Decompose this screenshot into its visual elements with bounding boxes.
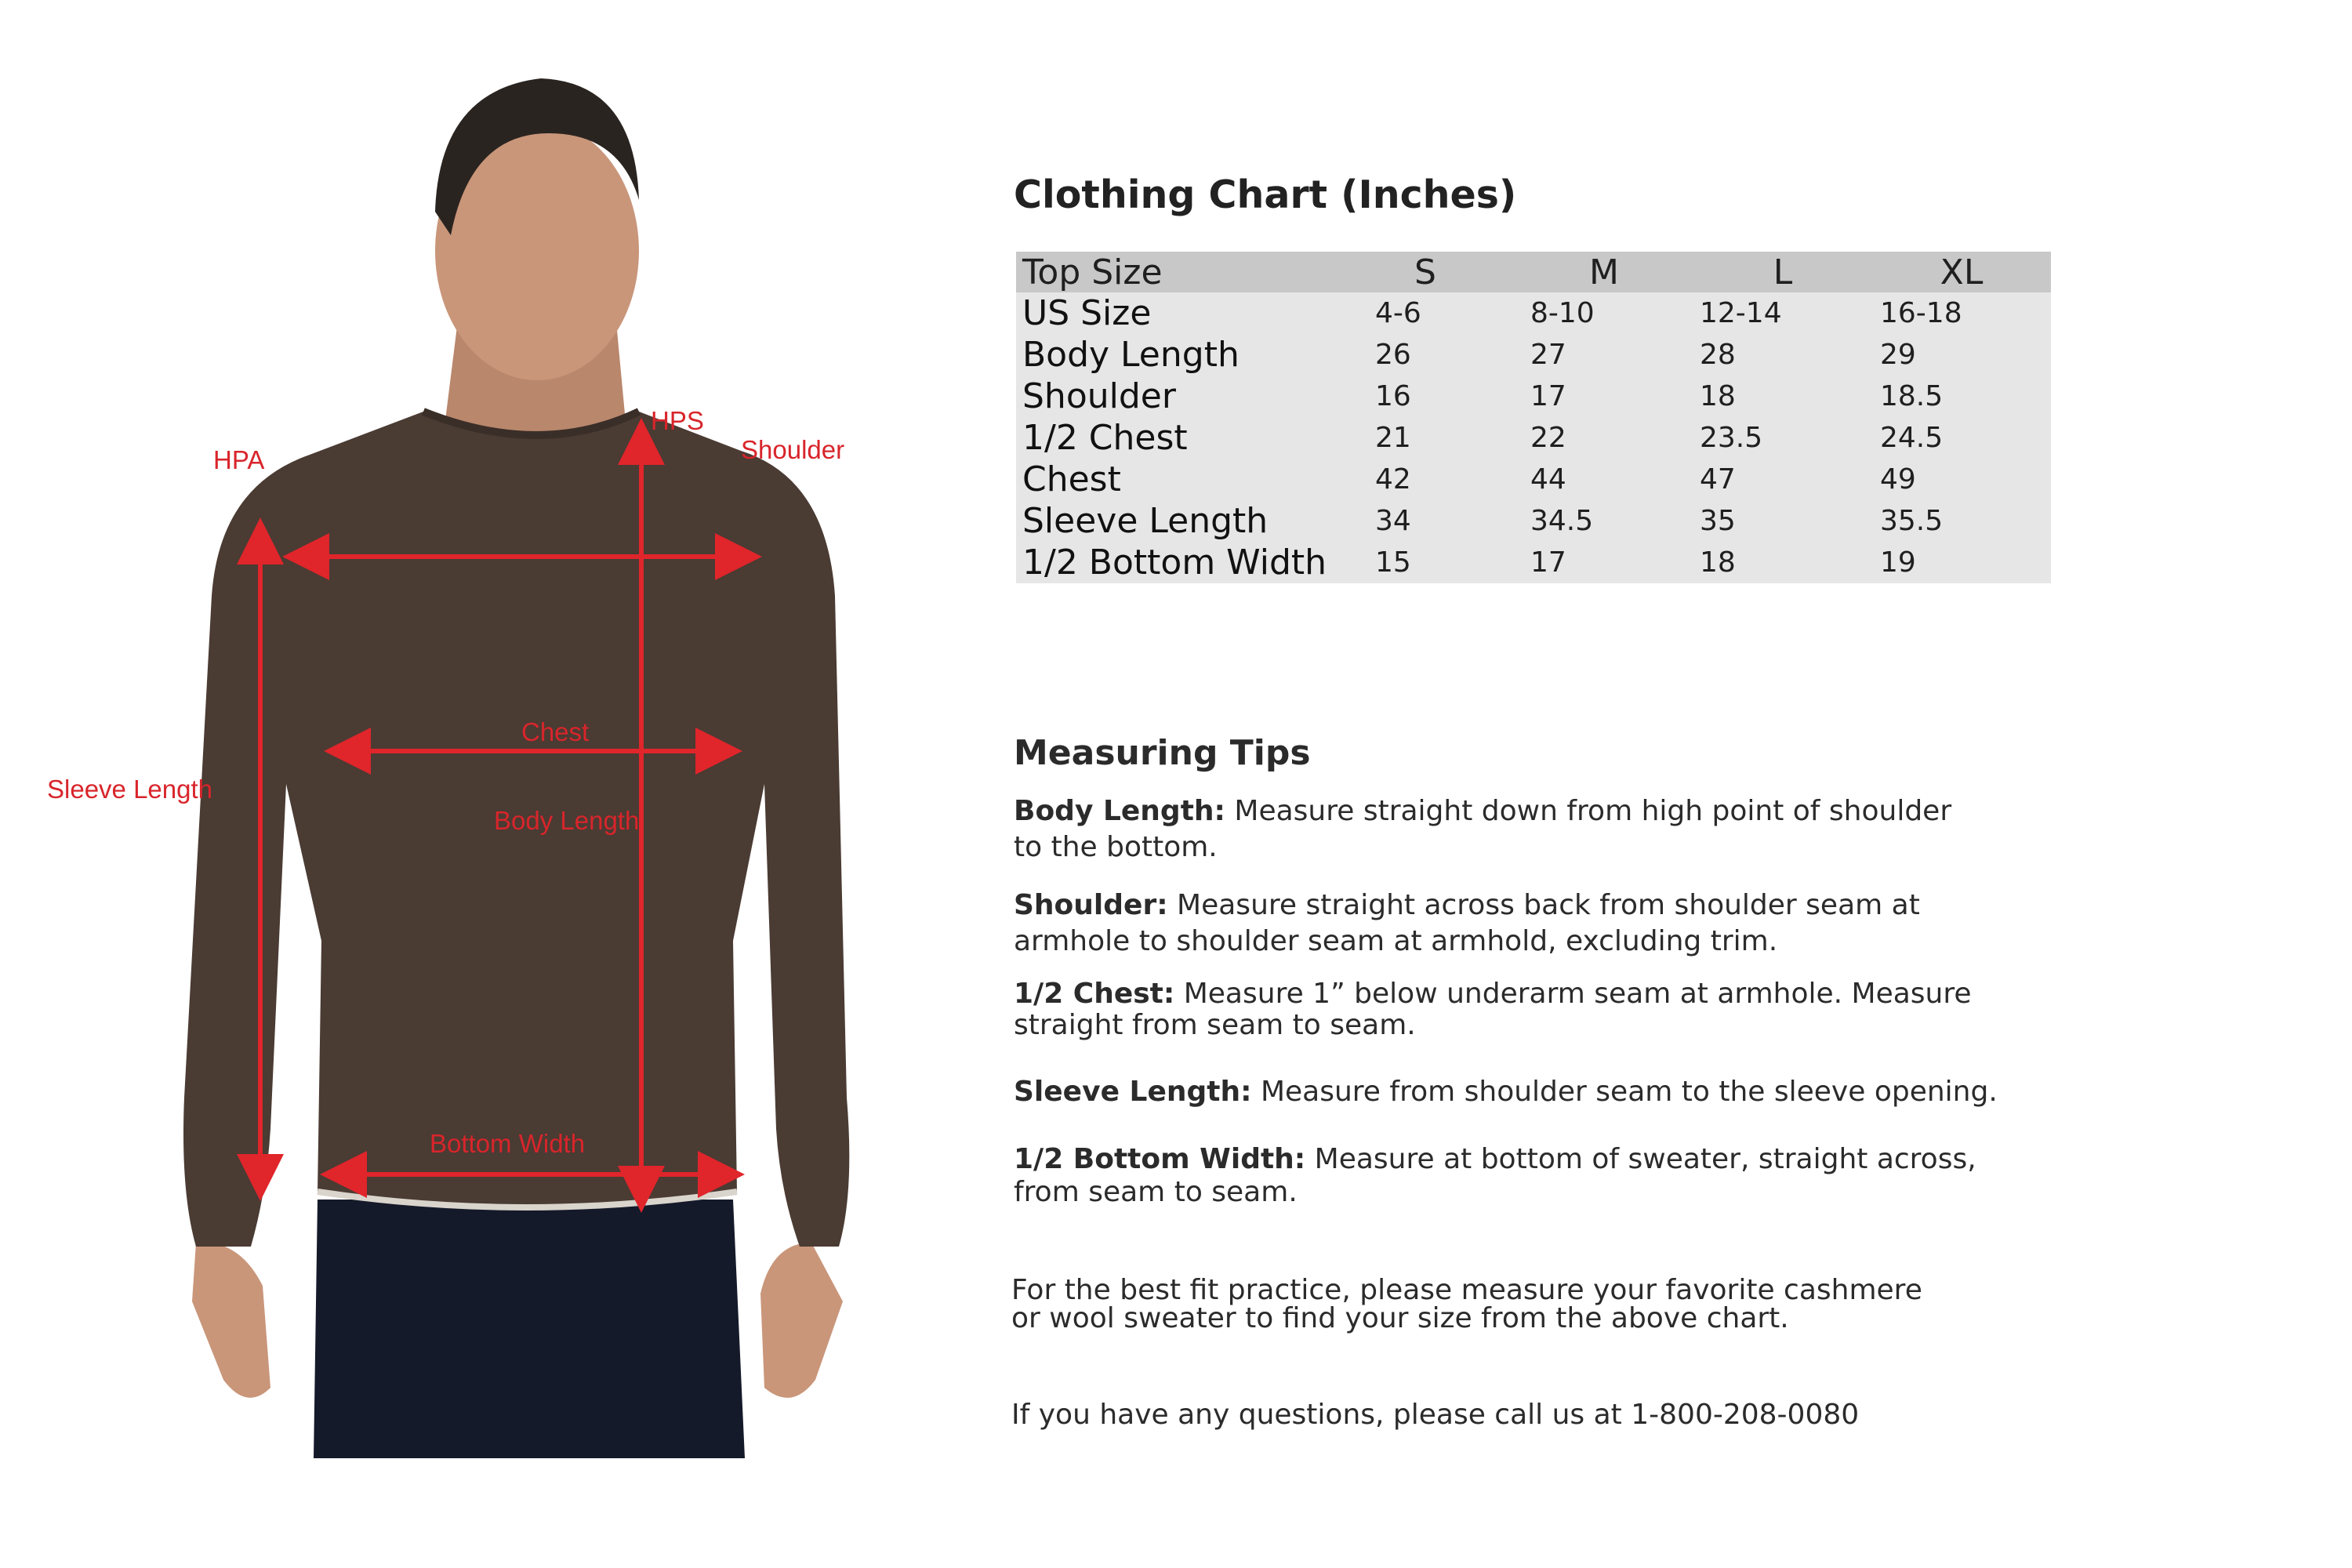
table-row bbox=[1016, 292, 2051, 334]
table-cell: 15 bbox=[1336, 542, 1515, 583]
hps-label: HPS bbox=[651, 406, 704, 435]
header-cell: Top Size bbox=[1016, 252, 1336, 292]
hpa-label: HPA bbox=[213, 445, 265, 474]
size-table bbox=[1016, 252, 2051, 583]
tip-term: Shoulder: bbox=[1014, 889, 1168, 921]
tip-shoulder bbox=[1014, 887, 2056, 960]
header-cell: S bbox=[1336, 252, 1515, 292]
table-cell: 18 bbox=[1693, 376, 1872, 417]
tip-text-cont: armhole to shoulder seam at armhold, excluding trim. bbox=[1014, 925, 1778, 957]
header-cell: XL bbox=[1872, 252, 2051, 292]
table-cell: 42 bbox=[1336, 459, 1515, 500]
tip-text-cont: from seam to seam. bbox=[1014, 1176, 1298, 1208]
table-cell: 17 bbox=[1515, 376, 1693, 417]
tip-text: Measure straight down from high point of shoulder bbox=[1225, 795, 1952, 827]
tip-sleeve-length bbox=[1014, 1074, 2056, 1110]
table-cell: 35 bbox=[1693, 500, 1872, 542]
row-name: Body Length bbox=[1016, 334, 1336, 376]
fit-note bbox=[1011, 1276, 2054, 1333]
tip-text-cont: straight from seam to seam. bbox=[1014, 1009, 1416, 1041]
table-cell: 34 bbox=[1336, 500, 1515, 542]
header-cell: M bbox=[1515, 252, 1693, 292]
table-cell: 22 bbox=[1515, 417, 1693, 459]
table-row bbox=[1016, 500, 2051, 542]
fit-note-line: or wool sweater to find your size from the above chart. bbox=[1011, 1302, 1789, 1334]
row-name: 1/2 Bottom Width bbox=[1016, 542, 1336, 583]
table-row bbox=[1016, 542, 2051, 583]
tip-text: Measure at bottom of sweater, straight across, bbox=[1305, 1143, 1976, 1175]
tip-text: Measure 1” below underarm seam at armhole. Measure bbox=[1174, 978, 1972, 1010]
table-cell: 29 bbox=[1872, 334, 2051, 376]
row-name: Chest bbox=[1016, 459, 1336, 500]
table-cell: 16 bbox=[1336, 376, 1515, 417]
row-name: US Size bbox=[1016, 292, 1336, 334]
chart-title: Clothing Chart (Inches) bbox=[1014, 172, 1517, 217]
table-cell: 27 bbox=[1515, 334, 1693, 376]
model-figure bbox=[0, 0, 941, 1568]
table-cell: 12-14 bbox=[1693, 292, 1872, 334]
table-cell: 26 bbox=[1336, 334, 1515, 376]
contact-text: If you have any questions, please call us at 1-800-208-0080 bbox=[1011, 1399, 1860, 1431]
fit-note-line: For the best fit practice, please measure your favorite cashmere bbox=[1011, 1274, 1922, 1306]
tip-bottom-width bbox=[1014, 1143, 2056, 1209]
tip-text: Measure from shoulder seam to the sleeve opening. bbox=[1251, 1076, 1998, 1108]
table-row bbox=[1016, 334, 2051, 376]
sleeve-length-label: Sleeve Length bbox=[47, 775, 213, 804]
table-cell: 21 bbox=[1336, 417, 1515, 459]
table-header-row bbox=[1016, 252, 2051, 292]
tip-body-length bbox=[1014, 793, 2056, 866]
table-cell: 19 bbox=[1872, 542, 2051, 583]
tip-term: Body Length: bbox=[1014, 795, 1225, 827]
bottom-width-label: Bottom Width bbox=[430, 1129, 586, 1158]
row-name: Shoulder bbox=[1016, 376, 1336, 417]
table-cell: 44 bbox=[1515, 459, 1693, 500]
table-cell: 35.5 bbox=[1872, 500, 2051, 542]
table-cell: 18 bbox=[1693, 542, 1872, 583]
table-row bbox=[1016, 376, 2051, 417]
tips-title: Measuring Tips bbox=[1014, 733, 1311, 773]
tip-term: 1/2 Bottom Width: bbox=[1014, 1143, 1306, 1175]
table-cell: 18.5 bbox=[1872, 376, 2051, 417]
table-cell: 49 bbox=[1872, 459, 2051, 500]
left-hand bbox=[192, 1243, 270, 1398]
jeans-shape bbox=[314, 1200, 745, 1458]
tip-text-cont: to the bottom. bbox=[1014, 831, 1218, 863]
table-row bbox=[1016, 417, 2051, 459]
table-cell: 8-10 bbox=[1515, 292, 1693, 334]
right-hand bbox=[760, 1243, 843, 1398]
table-cell: 4-6 bbox=[1336, 292, 1515, 334]
tip-text: Measure straight across back from shoulder seam at bbox=[1167, 889, 1920, 921]
table-cell: 24.5 bbox=[1872, 417, 2051, 459]
row-name: Sleeve Length bbox=[1016, 500, 1336, 542]
header-cell: L bbox=[1693, 252, 1872, 292]
body-length-label: Body Length bbox=[494, 806, 640, 835]
tip-half-chest bbox=[1014, 978, 2056, 1041]
shoulder-label: Shoulder bbox=[741, 435, 845, 464]
tip-term: 1/2 Chest: bbox=[1014, 978, 1175, 1010]
table-cell: 23.5 bbox=[1693, 417, 1872, 459]
tip-term: Sleeve Length: bbox=[1014, 1076, 1252, 1108]
table-cell: 28 bbox=[1693, 334, 1872, 376]
table-cell: 17 bbox=[1515, 542, 1693, 583]
table-row bbox=[1016, 459, 2051, 500]
chest-label: Chest bbox=[521, 717, 590, 746]
table-cell: 16-18 bbox=[1872, 292, 2051, 334]
table-cell: 47 bbox=[1693, 459, 1872, 500]
table-cell: 34.5 bbox=[1515, 500, 1693, 542]
contact-note bbox=[1011, 1399, 2054, 1431]
row-name: 1/2 Chest bbox=[1016, 417, 1336, 459]
